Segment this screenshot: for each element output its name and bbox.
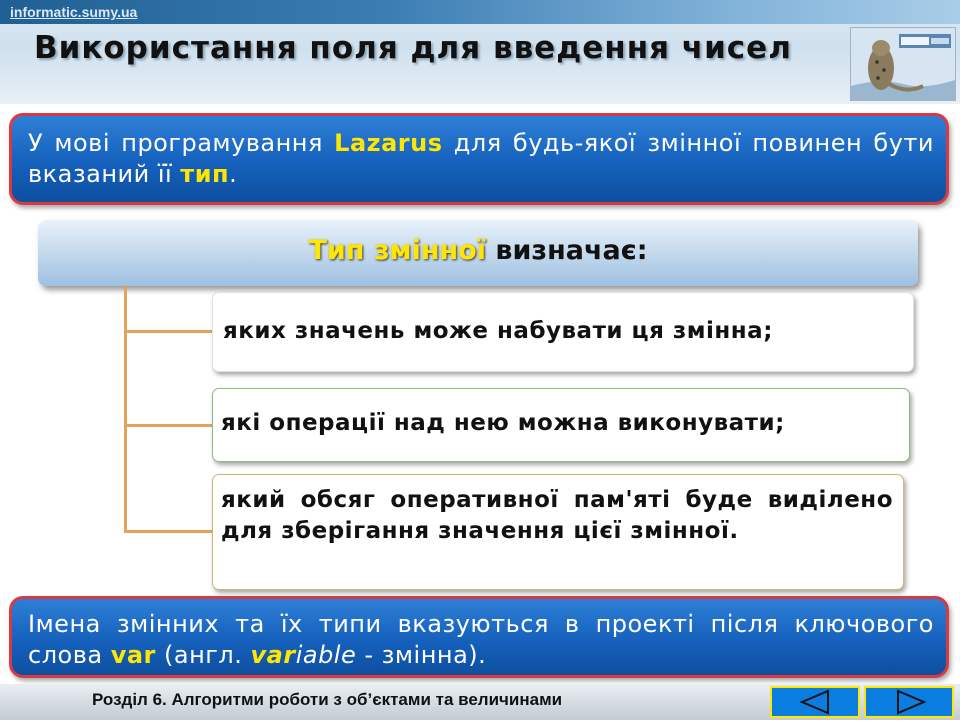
intro-text [28,128,934,190]
diagram-item-1 [212,292,914,372]
diagram-item-3 [212,474,904,590]
intro-type: тип [180,160,230,188]
diagram-item-1-text: яких значень може набувати ця змінна; [223,318,773,344]
lazarus-logo [850,27,956,101]
prev-slide-button[interactable] [770,686,860,718]
note-var-prefix: var [250,641,296,669]
intro-lazarus: Lazarus [334,129,443,157]
cheetah-logo-icon [851,28,955,100]
note-iable: iable [295,641,357,669]
intro-callout [9,113,949,205]
intro-period: . [229,160,238,188]
diagram-item-3-text: який обсяг оперативної пам'яті буде виділено для зберігання значення цієї змінної. [221,487,893,544]
header-banner [0,0,960,104]
diagram-heading-highlight: Тип змінної [308,235,486,266]
footer-section-title: Розділ 6. Алгоритми роботи з об’єктами та величинами [92,690,563,709]
diagram-heading-rest: визначає: [486,235,648,266]
note-text [28,609,934,671]
site-link[interactable]: informatic.sumy.ua [10,4,138,20]
connector-branch-2 [124,424,212,427]
diagram-heading [38,220,918,286]
slide-title: Використання поля для введення чисел [34,30,792,66]
note-part-3: (англ. [155,641,251,669]
intro-part-3: для будь-якої змінної повинен бути вказаний її [28,129,934,188]
note-var: var [110,641,156,669]
diagram-item-2-text: які операції над нею можна виконувати; [221,410,785,436]
note-callout [9,596,949,678]
triangle-left-icon [772,688,858,716]
diagram-item-2 [212,388,910,462]
header-top-band [0,0,960,24]
note-part-1: Імена змінних та їх типи вказуються в проекті після ключового слова [28,610,934,669]
note-part-6: - змінна). [356,641,487,669]
connector-branch-1 [124,330,212,333]
connector-vertical [124,286,127,532]
connector-branch-3 [124,530,212,533]
next-slide-button[interactable] [864,686,954,718]
triangle-right-icon [866,688,952,716]
intro-part-1: У мові програмування [28,129,335,157]
